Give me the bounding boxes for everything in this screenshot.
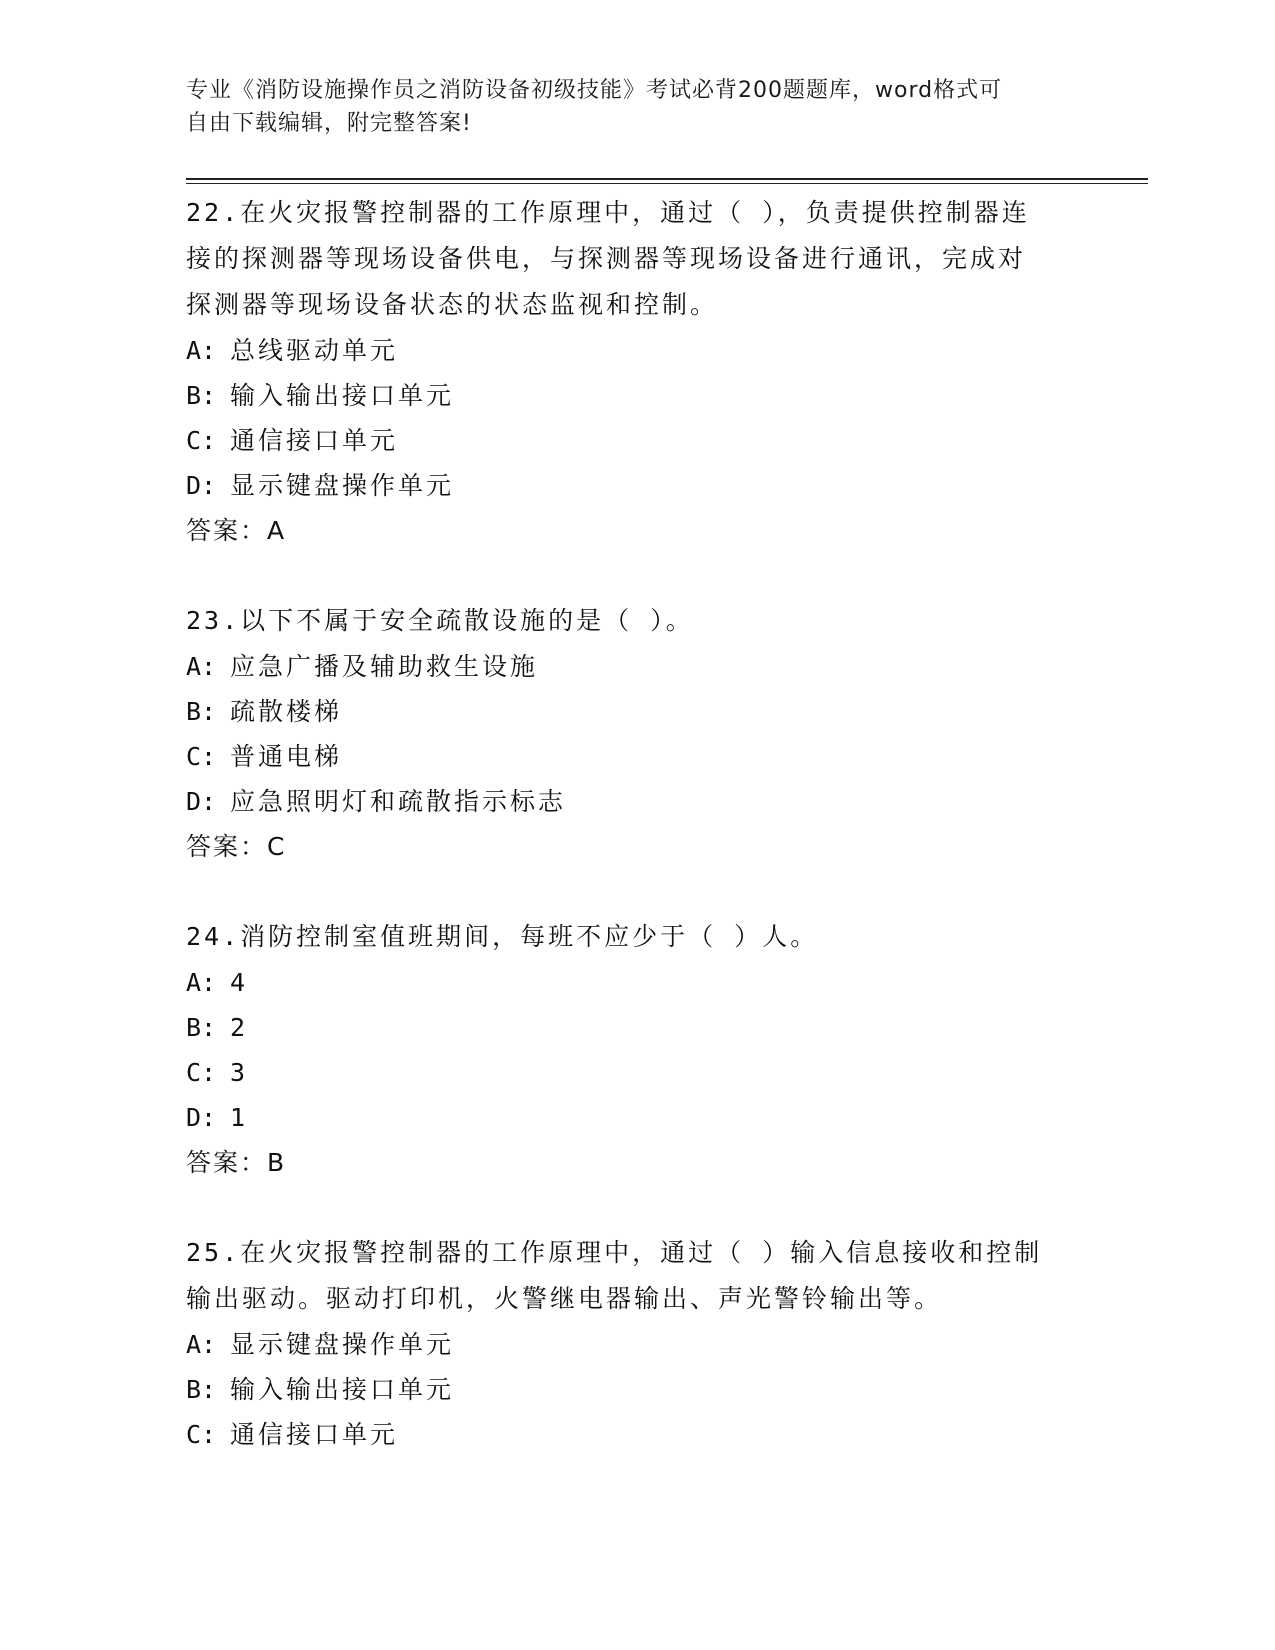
option-a: [186, 960, 1126, 1005]
option-text: 应急照明灯和疏散指示标志: [230, 787, 567, 816]
option-key: A:: [186, 968, 217, 997]
option-text: 2: [230, 1013, 249, 1042]
stem-line: 22.在火灾报警控制器的工作原理中，通过（ ），负责提供控制器连: [186, 198, 1030, 227]
option-a: [186, 1322, 1126, 1367]
option-text: 1: [230, 1103, 249, 1132]
question-stem: [186, 1230, 1126, 1322]
option-b: [186, 1005, 1126, 1050]
option-key: D:: [186, 471, 217, 500]
option-key: A:: [186, 652, 217, 681]
option-key: B:: [186, 381, 217, 410]
option-d: [186, 779, 1126, 824]
question-spacer: [186, 1186, 1126, 1230]
stem-line: 探测器等现场设备状态的状态监视和控制。: [186, 290, 719, 319]
option-text: 应急广播及辅助救生设施: [230, 652, 539, 681]
question-23: [186, 598, 1126, 870]
option-a: [186, 328, 1126, 373]
stem-line: 25.在火灾报警控制器的工作原理中，通过（ ）输入信息接收和控制: [186, 1238, 1043, 1267]
option-key: C:: [186, 742, 217, 771]
option-key: C:: [186, 1058, 217, 1087]
stem-line: 接的探测器等现场设备供电，与探测器等现场设备进行通讯，完成对: [186, 244, 1027, 273]
option-d: [186, 1095, 1126, 1140]
stem-line: 输出驱动。驱动打印机，火警继电器输出、声光警铃输出等。: [186, 1284, 943, 1313]
option-b: [186, 1367, 1126, 1412]
option-key: C:: [186, 426, 217, 455]
option-key: A:: [186, 336, 217, 365]
stem-line: 24.消防控制室值班期间，每班不应少于（ ）人。: [186, 922, 819, 951]
option-text: 显示键盘操作单元: [230, 471, 455, 500]
stem-line: 23.以下不属于安全疏散设施的是（ ）。: [186, 606, 694, 635]
option-text: 普通电梯: [230, 742, 343, 771]
option-b: [186, 373, 1126, 418]
option-c: [186, 418, 1126, 463]
question-stem: [186, 914, 1126, 960]
header-divider: [186, 178, 1148, 184]
option-a: [186, 644, 1126, 689]
option-text: 通信接口单元: [230, 426, 399, 455]
answer-line: 答案：B: [186, 1148, 287, 1177]
question-list: [186, 190, 1126, 1457]
answer-line: 答案：C: [186, 832, 287, 861]
option-key: B:: [186, 697, 217, 726]
option-key: B:: [186, 1013, 217, 1042]
option-text: 总线驱动单元: [230, 336, 399, 365]
question-24: [186, 914, 1126, 1186]
option-text: 3: [230, 1058, 249, 1087]
question-25: [186, 1230, 1126, 1457]
question-22: [186, 190, 1126, 554]
document-header: [186, 74, 1066, 140]
option-text: 疏散楼梯: [230, 697, 343, 726]
option-text: 4: [230, 968, 249, 997]
option-b: [186, 689, 1126, 734]
option-c: [186, 1412, 1126, 1457]
option-key: C:: [186, 1420, 217, 1449]
option-c: [186, 734, 1126, 779]
option-text: 显示键盘操作单元: [230, 1330, 455, 1359]
option-d: [186, 463, 1126, 508]
option-text: 通信接口单元: [230, 1420, 399, 1449]
option-key: D:: [186, 787, 217, 816]
header-line-2: 自由下载编辑，附完整答案!: [186, 111, 472, 136]
question-spacer: [186, 554, 1126, 598]
question-stem: [186, 190, 1126, 328]
question-spacer: [186, 870, 1126, 914]
option-text: 输入输出接口单元: [230, 381, 455, 410]
header-line-1: 专业《消防设施操作员之消防设备初级技能》考试必背200题题库，word格式可: [186, 78, 1003, 103]
option-key: B:: [186, 1375, 217, 1404]
option-key: D:: [186, 1103, 217, 1132]
answer-line: 答案：A: [186, 516, 287, 545]
question-stem: [186, 598, 1126, 644]
option-text: 输入输出接口单元: [230, 1375, 455, 1404]
option-key: A:: [186, 1330, 217, 1359]
option-c: [186, 1050, 1126, 1095]
